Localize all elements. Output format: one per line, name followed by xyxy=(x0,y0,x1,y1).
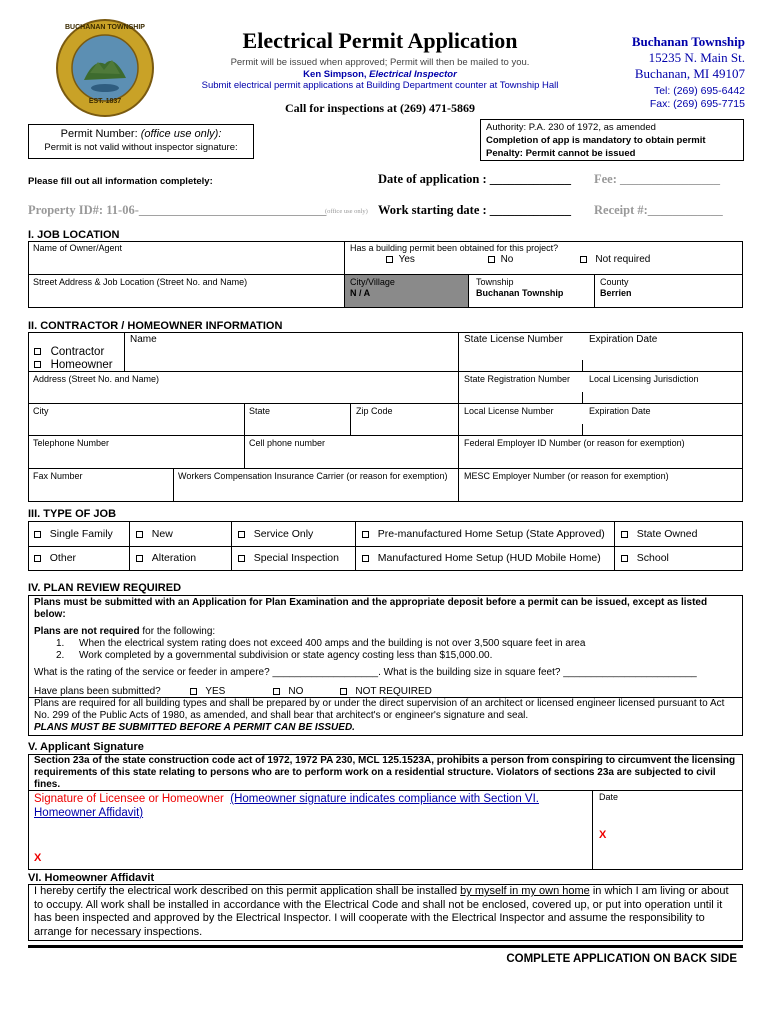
divider xyxy=(350,403,351,435)
job-manufactured[interactable] xyxy=(362,552,601,564)
permit-number-label-italic: (office use only): xyxy=(140,128,222,140)
option-label: NOT REQUIRED xyxy=(355,686,432,697)
divider xyxy=(173,468,174,502)
fax-label: Fax Number xyxy=(33,471,83,481)
fill-out-note: Please fill out all information completely: xyxy=(28,176,213,187)
building-permit-question: Has a building permit been obtained for this project? xyxy=(350,243,559,253)
divider xyxy=(582,424,583,435)
exception-2: Work completed by a governmental subdivision or state agency costing less than $15,000.00. xyxy=(79,650,493,661)
city-label: City xyxy=(33,406,49,416)
permit-yes-option[interactable] xyxy=(386,254,415,265)
affidavit-text-underlined: by myself in my own home xyxy=(460,885,590,897)
checkbox-icon[interactable] xyxy=(362,531,369,538)
address-label: Address (Street No. and Name) xyxy=(33,374,160,384)
office-street: 15235 N. Main St. xyxy=(648,50,745,65)
plans-must-be-submitted: PLANS MUST BE SUBMITTED BEFORE A PERMIT CAN BE ISSUED. xyxy=(34,722,355,733)
county-label: County xyxy=(600,277,629,287)
inspector-role: Electrical Inspector xyxy=(369,69,457,80)
plans-submitted-question: Have plans been submitted? xyxy=(34,686,161,697)
checkbox-icon[interactable] xyxy=(238,531,245,538)
option-label: School xyxy=(636,552,669,564)
mesc-label: MESC Employer Number (or reason for exemption) xyxy=(464,471,669,481)
checkbox-icon[interactable] xyxy=(386,256,393,263)
checkbox-icon[interactable] xyxy=(238,555,245,562)
job-school[interactable] xyxy=(621,552,669,564)
plans-required-paragraph: Plans are required for all building types and shall be prepared by or under the direct supervision of an architect or licensed engineer licensed pursuant to Act No. 299 of the Public Acts of 1980, as amended, and shall bear that architect's or engineer's signature and seal. xyxy=(34,698,725,721)
township-value: Buchanan Township xyxy=(476,288,564,298)
inspection-phone: Call for inspections at (269) 471-5869 xyxy=(284,101,476,115)
checkbox-icon[interactable] xyxy=(580,256,587,263)
authority-line-1: Authority: P.A. 230 of 1972, as amended xyxy=(486,122,656,133)
footer-rule xyxy=(28,945,743,948)
telephone-label: Telephone Number xyxy=(33,438,110,448)
section-5-title: V. Applicant Signature xyxy=(28,741,144,753)
job-service-only[interactable] xyxy=(238,528,313,540)
date-x-mark: X xyxy=(599,829,607,841)
cell-phone-label: Cell phone number xyxy=(249,438,326,448)
section-23a-text: Section 23a of the state construction code act of 1972, 1972 PA 230, MCL 125.1523A, prohibits a person from conspiring to circumvent the licensing requirements of this state relating to persons who are to perform work on a residential structure. Violators of sections 23a are subjected to civil fines. xyxy=(34,755,736,790)
divider xyxy=(28,371,743,372)
option-label: State Owned xyxy=(636,528,698,540)
affidavit-text-2: in which I am living or about to occupy. All work shall be installed in accordance with the Electrical Code and shall not be enclosed, covered up, or put into operation until it has been inspected and approved by the Electrical Inspector. I will cooperate with the Electrical Inspector and assume the responsibility to arrange for necessary inspections. xyxy=(34,885,729,938)
checkbox-icon[interactable] xyxy=(190,688,197,695)
local-license-label: Local License Number xyxy=(464,406,554,416)
affidavit-text xyxy=(34,885,738,939)
authority-line-3: Penalty: Permit cannot be issued xyxy=(486,148,636,159)
footer-note: COMPLETE APPLICATION ON BACK SIDE xyxy=(506,953,737,965)
township-label: Township xyxy=(476,277,514,287)
permit-number-label xyxy=(28,128,254,140)
plans-not-required-bold: Plans are not required xyxy=(34,626,140,637)
checkbox-icon[interactable] xyxy=(34,531,41,538)
page-title: Electrical Permit Application xyxy=(242,28,518,53)
date-of-application-field[interactable]: Date of application : _____________ xyxy=(378,172,572,186)
option-label: Manufactured Home Setup (HUD Mobile Home) xyxy=(377,552,601,564)
signature-x-mark: X xyxy=(34,852,42,864)
zip-label: Zip Code xyxy=(356,406,393,416)
service-rating-question[interactable]: What is the rating of the service or feeder in ampere? ___________________. What is the building size in square feet? ________________________ xyxy=(34,667,697,678)
job-special-inspection[interactable] xyxy=(238,552,339,564)
option-label: Contractor xyxy=(50,346,105,358)
option-label: Homeowner xyxy=(50,359,113,371)
job-other[interactable] xyxy=(34,552,76,564)
name-label: Name xyxy=(130,334,157,345)
divider xyxy=(28,546,743,547)
signature-label-red: Signature of Licensee or Homeowner xyxy=(34,793,224,805)
job-premanufactured[interactable] xyxy=(362,528,605,540)
section-4-title: IV. PLAN REVIEW REQUIRED xyxy=(28,582,182,594)
contractor-option[interactable] xyxy=(34,346,104,358)
section-3-title: III. TYPE OF JOB xyxy=(28,508,117,520)
receipt-field[interactable]: Receipt #:____________ xyxy=(594,203,723,217)
header-line-3: Submit electrical permit applications at Building Department counter at Township Hall xyxy=(201,80,559,91)
state-registration-label: State Registration Number xyxy=(464,374,571,384)
option-label: YES xyxy=(205,686,226,697)
option-label: New xyxy=(151,528,173,540)
plans-not-required-rest: for the following: xyxy=(139,626,216,637)
seal-text-top: BUCHANAN TOWNSHIP xyxy=(65,24,145,31)
exception-2-num: 2. xyxy=(56,650,65,661)
local-jurisdiction-label: Local Licensing Jurisdiction xyxy=(589,374,699,384)
inspector-name: Ken Simpson, xyxy=(303,69,367,80)
header-line-2 xyxy=(170,69,590,80)
homeowner-option[interactable] xyxy=(34,359,113,371)
checkbox-icon[interactable] xyxy=(362,555,369,562)
job-alteration[interactable] xyxy=(136,552,196,564)
county-value: Berrien xyxy=(600,288,632,298)
plan-review-intro: Plans must be submitted with an Application for Plan Examination and the appropriate deposit before a permit can be issued, except as listed below: xyxy=(34,597,708,620)
seal-text-bottom: EST. 1837 xyxy=(88,98,122,105)
checkbox-icon[interactable] xyxy=(621,555,628,562)
plans-not-required-option[interactable] xyxy=(340,686,432,697)
exception-1: When the electrical system rating does not exceed 400 amps and the building is not over 3,500 square feet in area xyxy=(79,638,586,649)
checkbox-icon[interactable] xyxy=(488,256,495,263)
divider xyxy=(582,360,583,371)
divider xyxy=(614,521,615,571)
affidavit-text-1: I hereby certify the electrical work described on this permit application shall be installed xyxy=(34,885,461,897)
permit-number-label-text: Permit Number: xyxy=(60,128,141,140)
plans-no-option[interactable] xyxy=(273,686,303,697)
option-label: Service Only xyxy=(253,528,314,540)
checkbox-icon[interactable] xyxy=(34,361,41,368)
street-address-label: Street Address & Job Location (Street No. and Name) xyxy=(33,277,248,287)
office-name: Buchanan Township xyxy=(631,34,745,49)
permit-not-required-option[interactable] xyxy=(580,254,650,265)
section-6-title: VI. Homeowner Affidavit xyxy=(28,872,155,884)
expiration-date-label-2: Expiration Date xyxy=(589,406,651,416)
signature-label xyxy=(34,792,554,820)
divider xyxy=(355,521,356,571)
fein-label: Federal Employer ID Number (or reason for exemption) xyxy=(464,438,685,448)
checkbox-icon[interactable] xyxy=(136,555,143,562)
option-label: Single Family xyxy=(49,528,113,540)
option-label: Special Inspection xyxy=(253,552,339,564)
divider xyxy=(28,468,743,469)
header-line-1: Permit will be issued when approved; Permit will then be mailed to you. xyxy=(230,57,530,68)
divider xyxy=(582,392,583,403)
expiration-date-label-1: Expiration Date xyxy=(589,334,658,345)
option-label: No xyxy=(500,254,514,265)
permit-no-option[interactable] xyxy=(488,254,513,265)
divider xyxy=(129,521,130,571)
divider xyxy=(458,332,459,502)
checkbox-icon[interactable] xyxy=(340,688,347,695)
divider xyxy=(124,332,125,371)
option-label: Pre-manufactured Home Setup (State Approved) xyxy=(377,528,605,540)
section-1-title: I. JOB LOCATION xyxy=(28,229,120,241)
checkbox-icon[interactable] xyxy=(136,531,143,538)
owner-name-label: Name of Owner/Agent xyxy=(33,243,123,253)
state-label: State xyxy=(249,406,271,416)
checkbox-icon[interactable] xyxy=(273,688,280,695)
job-state-owned[interactable] xyxy=(621,528,697,540)
option-label: NO xyxy=(288,686,304,697)
job-new[interactable] xyxy=(136,528,173,540)
option-label: Alteration xyxy=(151,552,197,564)
plans-not-required xyxy=(34,626,215,637)
section-2-title: II. CONTRACTOR / HOMEOWNER INFORMATION xyxy=(28,320,283,332)
property-office-use: (office use only) xyxy=(325,208,368,215)
divider xyxy=(244,403,245,468)
divider xyxy=(594,275,595,308)
job-single-family[interactable] xyxy=(34,528,113,540)
plans-yes-option[interactable] xyxy=(190,686,225,697)
date-label: Date xyxy=(599,792,619,802)
fee-field[interactable]: Fee: ________________ xyxy=(594,172,721,186)
permit-validity-note: Permit is not valid without inspector signature: xyxy=(44,142,238,153)
divider xyxy=(28,435,743,436)
workers-comp-label: Workers Compensation Insurance Carrier (or reason for exemption) xyxy=(178,471,448,481)
signature-date-field[interactable] xyxy=(593,791,742,869)
checkbox-icon[interactable] xyxy=(621,531,628,538)
option-label: Yes xyxy=(398,254,415,265)
property-id-field[interactable]: Property ID#: 11-06-______________________________ xyxy=(28,203,327,217)
exception-1-num: 1. xyxy=(56,638,65,649)
checkbox-icon[interactable] xyxy=(34,555,41,562)
divider xyxy=(231,521,232,571)
divider xyxy=(28,403,743,404)
option-label: Not required xyxy=(595,254,651,265)
authority-line-2: Completion of app is mandatory to obtain permit xyxy=(486,135,706,146)
office-city: Buchanan, MI 49107 xyxy=(634,66,745,81)
work-starting-date-field[interactable]: Work starting date : _____________ xyxy=(378,203,572,217)
signature-label-blue: (Homeowner signature indicates compliance with Section VI. Homeowner Affidavit) xyxy=(34,793,539,819)
city-village-label: City/Village xyxy=(350,277,395,287)
state-license-label: State License Number xyxy=(464,334,563,345)
office-tel: Tel: (269) 695-6442 xyxy=(653,85,745,97)
city-village-value: N / A xyxy=(350,288,371,298)
office-fax: Fax: (269) 695-7715 xyxy=(649,98,745,110)
option-label: Other xyxy=(49,552,77,564)
checkbox-icon[interactable] xyxy=(34,348,41,355)
